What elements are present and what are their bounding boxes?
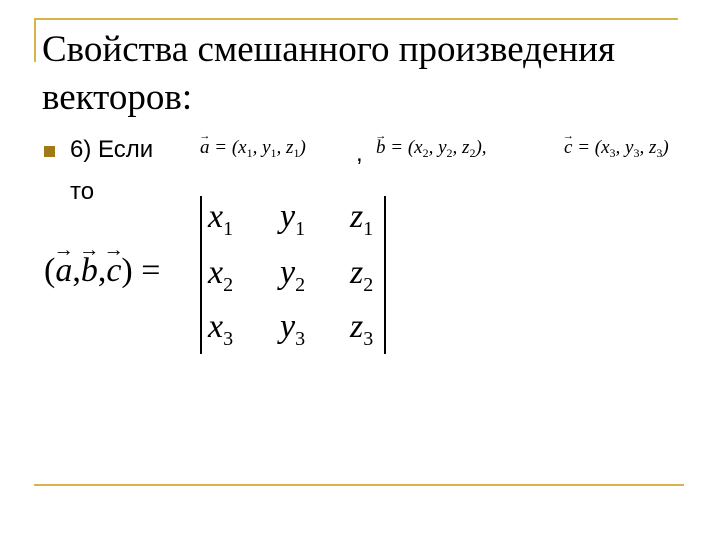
matrix-cell: $y_2$ <box>280 254 306 296</box>
vector-c-lhs: = (x <box>577 137 610 158</box>
vector-c-sub1: 3 <box>609 146 616 160</box>
matrix-cell: $z_2$ <box>350 254 374 296</box>
vector-c-sub3: 3 <box>656 146 663 160</box>
top-rule <box>34 18 678 20</box>
vector-b-definition <box>376 137 487 161</box>
title-line-1: Свойства смешанного произведения <box>42 29 615 70</box>
vector-c-end: ) <box>662 137 669 158</box>
vector-b-sub3: 2 <box>469 146 476 160</box>
matrix-cell: $x_3$ <box>208 308 234 350</box>
lhs-vector-c: → c <box>106 252 121 290</box>
vector-b-lhs: = (x <box>390 137 423 158</box>
item-continuation: то <box>70 178 95 205</box>
title-line-2: векторов: <box>42 77 193 118</box>
matrix-cell: $x_2$ <box>208 254 234 296</box>
lhs-sep2: , <box>97 252 107 289</box>
vector-c-sub2: 3 <box>633 146 640 160</box>
vector-a-sub2: 1 <box>270 146 277 160</box>
vector-c-definition <box>564 137 669 161</box>
bottom-rule <box>34 484 684 486</box>
vector-a-symbol: → a <box>200 137 210 159</box>
vector-a-end: ) <box>299 137 306 158</box>
vector-b-end: ), <box>475 137 487 158</box>
vector-c-m2: , z <box>639 137 657 158</box>
slide-title <box>42 26 642 122</box>
vector-a-lhs: = (x <box>214 137 247 158</box>
determinant-left-bar <box>200 196 202 354</box>
vector-a-m1: , y <box>252 137 271 158</box>
vector-c-symbol: → c <box>564 137 572 159</box>
matrix-cell: $y_3$ <box>280 308 306 350</box>
mixed-product-lhs <box>44 252 160 290</box>
matrix-cell: $y_1$ <box>280 198 306 240</box>
item-comma: , <box>356 140 363 167</box>
lhs-vector-b: → b <box>81 252 98 290</box>
vector-b-m2: , z <box>452 137 470 158</box>
vector-b-m1: , y <box>428 137 447 158</box>
vector-a-definition <box>200 137 306 161</box>
item-lead: 6) Если <box>70 136 154 163</box>
top-rule-stub <box>34 18 36 62</box>
vector-b-sub1: 2 <box>422 146 429 160</box>
vector-c-m1: , y <box>615 137 634 158</box>
vector-a-sub3: 1 <box>293 146 300 160</box>
lhs-vector-a: → a <box>55 252 72 290</box>
lhs-close-equals: ) = <box>121 252 161 289</box>
matrix-cell: $z_3$ <box>350 308 374 350</box>
square-bullet-icon <box>44 146 55 157</box>
matrix-cell: $x_1$ <box>208 198 234 240</box>
vector-a-sub1: 1 <box>246 146 253 160</box>
determinant-right-bar <box>384 196 386 354</box>
lhs-open-paren: ( <box>44 252 56 289</box>
vector-b-sub2: 2 <box>446 146 453 160</box>
lhs-sep1: , <box>72 252 81 289</box>
vector-a-m2: , z <box>276 137 294 158</box>
matrix-cell: $z_1$ <box>350 198 374 240</box>
vector-b-symbol: → b <box>376 137 386 159</box>
